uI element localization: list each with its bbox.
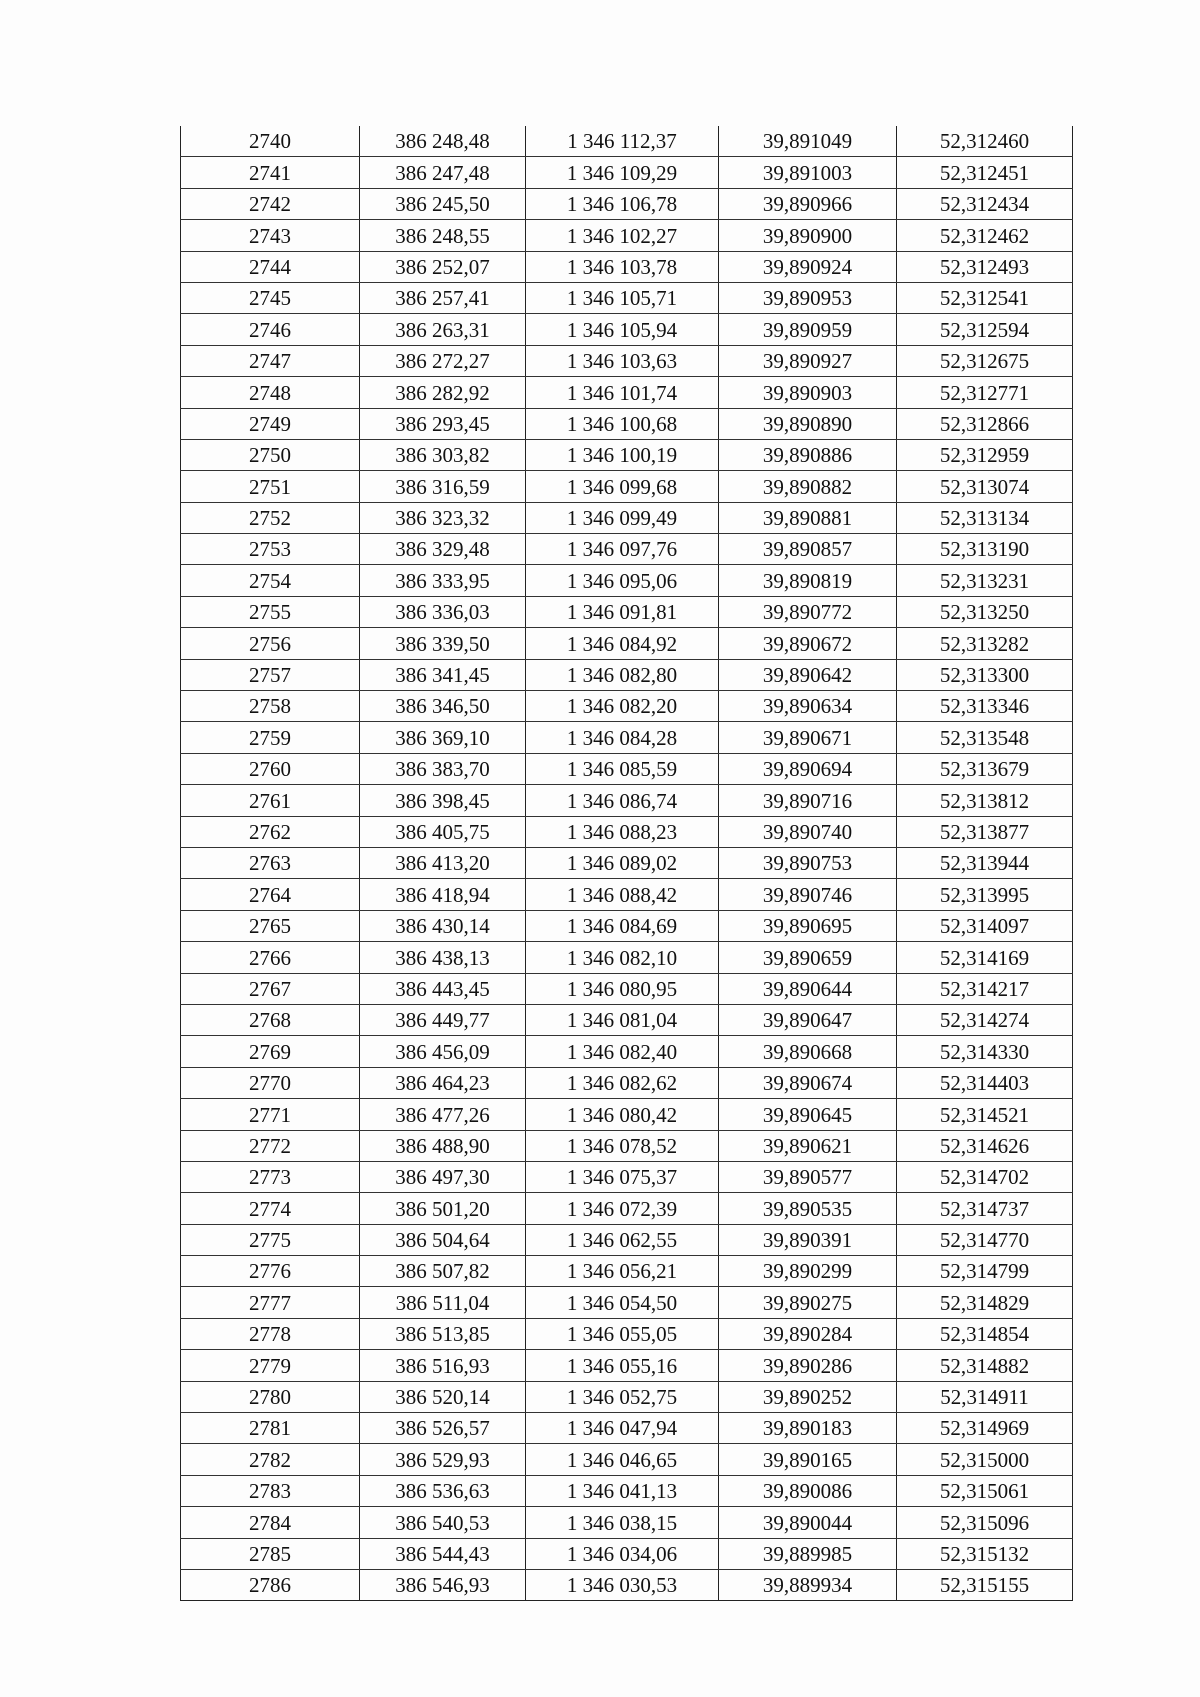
longitude-cell: 52,313250 — [897, 596, 1073, 627]
x-coordinate-cell: 386 501,20 — [360, 1193, 526, 1224]
latitude-cell: 39,890645 — [719, 1099, 897, 1130]
latitude-cell: 39,890284 — [719, 1318, 897, 1349]
table-row — [181, 785, 1073, 816]
latitude-cell: 39,890671 — [719, 722, 897, 753]
table-row — [181, 1067, 1073, 1098]
table-row — [181, 1099, 1073, 1130]
longitude-cell: 52,312462 — [897, 220, 1073, 251]
table-row — [181, 471, 1073, 502]
longitude-cell: 52,314097 — [897, 910, 1073, 941]
table-row — [181, 188, 1073, 219]
point-number-cell: 2754 — [181, 565, 360, 596]
y-coordinate-cell: 1 346 041,13 — [526, 1475, 719, 1506]
y-coordinate-cell: 1 346 084,28 — [526, 722, 719, 753]
table-row — [181, 565, 1073, 596]
point-number-cell: 2772 — [181, 1130, 360, 1161]
x-coordinate-cell: 386 303,82 — [360, 439, 526, 470]
point-number-cell: 2745 — [181, 282, 360, 313]
point-number-cell: 2782 — [181, 1444, 360, 1475]
latitude-cell: 39,890695 — [719, 910, 897, 941]
longitude-cell: 52,314882 — [897, 1350, 1073, 1381]
table-row — [181, 596, 1073, 627]
y-coordinate-cell: 1 346 052,75 — [526, 1381, 719, 1412]
x-coordinate-cell: 386 329,48 — [360, 534, 526, 565]
longitude-cell: 52,314217 — [897, 973, 1073, 1004]
point-number-cell: 2771 — [181, 1099, 360, 1130]
x-coordinate-cell: 386 546,93 — [360, 1569, 526, 1600]
longitude-cell: 52,314770 — [897, 1224, 1073, 1255]
x-coordinate-cell: 386 398,45 — [360, 785, 526, 816]
y-coordinate-cell: 1 346 030,53 — [526, 1569, 719, 1600]
longitude-cell: 52,312541 — [897, 282, 1073, 313]
x-coordinate-cell: 386 504,64 — [360, 1224, 526, 1255]
longitude-cell: 52,314854 — [897, 1318, 1073, 1349]
longitude-cell: 52,312959 — [897, 439, 1073, 470]
latitude-cell: 39,889985 — [719, 1538, 897, 1569]
y-coordinate-cell: 1 346 082,20 — [526, 691, 719, 722]
x-coordinate-cell: 386 507,82 — [360, 1256, 526, 1287]
x-coordinate-cell: 386 464,23 — [360, 1067, 526, 1098]
table-row — [181, 251, 1073, 282]
x-coordinate-cell: 386 520,14 — [360, 1381, 526, 1412]
table-row — [181, 408, 1073, 439]
longitude-cell: 52,313995 — [897, 879, 1073, 910]
point-number-cell: 2770 — [181, 1067, 360, 1098]
point-number-cell: 2776 — [181, 1256, 360, 1287]
y-coordinate-cell: 1 346 105,71 — [526, 282, 719, 313]
x-coordinate-cell: 386 430,14 — [360, 910, 526, 941]
point-number-cell: 2768 — [181, 1004, 360, 1035]
latitude-cell: 39,890391 — [719, 1224, 897, 1255]
y-coordinate-cell: 1 346 088,42 — [526, 879, 719, 910]
latitude-cell: 39,890959 — [719, 314, 897, 345]
y-coordinate-cell: 1 346 062,55 — [526, 1224, 719, 1255]
x-coordinate-cell: 386 293,45 — [360, 408, 526, 439]
point-number-cell: 2741 — [181, 157, 360, 188]
latitude-cell: 39,890966 — [719, 188, 897, 219]
y-coordinate-cell: 1 346 047,94 — [526, 1413, 719, 1444]
latitude-cell: 39,890772 — [719, 596, 897, 627]
table-row — [181, 910, 1073, 941]
table-row — [181, 973, 1073, 1004]
y-coordinate-cell: 1 346 075,37 — [526, 1161, 719, 1192]
x-coordinate-cell: 386 418,94 — [360, 879, 526, 910]
y-coordinate-cell: 1 346 097,76 — [526, 534, 719, 565]
y-coordinate-cell: 1 346 099,68 — [526, 471, 719, 502]
point-number-cell: 2746 — [181, 314, 360, 345]
x-coordinate-cell: 386 456,09 — [360, 1036, 526, 1067]
point-number-cell: 2757 — [181, 659, 360, 690]
latitude-cell: 39,890903 — [719, 377, 897, 408]
point-number-cell: 2761 — [181, 785, 360, 816]
latitude-cell: 39,891003 — [719, 157, 897, 188]
latitude-cell: 39,890275 — [719, 1287, 897, 1318]
longitude-cell: 52,314169 — [897, 942, 1073, 973]
y-coordinate-cell: 1 346 084,69 — [526, 910, 719, 941]
x-coordinate-cell: 386 497,30 — [360, 1161, 526, 1192]
point-number-cell: 2780 — [181, 1381, 360, 1412]
point-number-cell: 2762 — [181, 816, 360, 847]
longitude-cell: 52,312866 — [897, 408, 1073, 439]
table-row — [181, 157, 1073, 188]
longitude-cell: 52,313134 — [897, 502, 1073, 533]
y-coordinate-cell: 1 346 072,39 — [526, 1193, 719, 1224]
x-coordinate-cell: 386 346,50 — [360, 691, 526, 722]
y-coordinate-cell: 1 346 101,74 — [526, 377, 719, 408]
latitude-cell: 39,890252 — [719, 1381, 897, 1412]
y-coordinate-cell: 1 346 081,04 — [526, 1004, 719, 1035]
y-coordinate-cell: 1 346 105,94 — [526, 314, 719, 345]
point-number-cell: 2764 — [181, 879, 360, 910]
point-number-cell: 2783 — [181, 1475, 360, 1506]
table-row — [181, 1381, 1073, 1412]
table-row — [181, 1130, 1073, 1161]
latitude-cell: 39,890183 — [719, 1413, 897, 1444]
latitude-cell: 39,890674 — [719, 1067, 897, 1098]
point-number-cell: 2749 — [181, 408, 360, 439]
latitude-cell: 39,890621 — [719, 1130, 897, 1161]
point-number-cell: 2752 — [181, 502, 360, 533]
point-number-cell: 2753 — [181, 534, 360, 565]
longitude-cell: 52,314521 — [897, 1099, 1073, 1130]
latitude-cell: 39,890634 — [719, 691, 897, 722]
table-row — [181, 1161, 1073, 1192]
latitude-cell: 39,890900 — [719, 220, 897, 251]
latitude-cell: 39,890927 — [719, 345, 897, 376]
x-coordinate-cell: 386 529,93 — [360, 1444, 526, 1475]
longitude-cell: 52,315155 — [897, 1569, 1073, 1600]
y-coordinate-cell: 1 346 100,68 — [526, 408, 719, 439]
point-number-cell: 2775 — [181, 1224, 360, 1255]
latitude-cell: 39,890890 — [719, 408, 897, 439]
latitude-cell: 39,890819 — [719, 565, 897, 596]
y-coordinate-cell: 1 346 099,49 — [526, 502, 719, 533]
latitude-cell: 39,890647 — [719, 1004, 897, 1035]
latitude-cell: 39,890668 — [719, 1036, 897, 1067]
longitude-cell: 52,313074 — [897, 471, 1073, 502]
table-row — [181, 1004, 1073, 1035]
latitude-cell: 39,890924 — [719, 251, 897, 282]
table-row — [181, 816, 1073, 847]
table-row — [181, 1193, 1073, 1224]
y-coordinate-cell: 1 346 082,10 — [526, 942, 719, 973]
point-number-cell: 2777 — [181, 1287, 360, 1318]
y-coordinate-cell: 1 346 055,16 — [526, 1350, 719, 1381]
longitude-cell: 52,312493 — [897, 251, 1073, 282]
y-coordinate-cell: 1 346 103,63 — [526, 345, 719, 376]
point-number-cell: 2773 — [181, 1161, 360, 1192]
longitude-cell: 52,314626 — [897, 1130, 1073, 1161]
table-row — [181, 659, 1073, 690]
longitude-cell: 52,315096 — [897, 1507, 1073, 1538]
y-coordinate-cell: 1 346 078,52 — [526, 1130, 719, 1161]
point-number-cell: 2781 — [181, 1413, 360, 1444]
longitude-cell: 52,312771 — [897, 377, 1073, 408]
latitude-cell: 39,890881 — [719, 502, 897, 533]
x-coordinate-cell: 386 282,92 — [360, 377, 526, 408]
longitude-cell: 52,314274 — [897, 1004, 1073, 1035]
point-number-cell: 2786 — [181, 1569, 360, 1600]
latitude-cell: 39,890577 — [719, 1161, 897, 1192]
longitude-cell: 52,314737 — [897, 1193, 1073, 1224]
y-coordinate-cell: 1 346 102,27 — [526, 220, 719, 251]
longitude-cell: 52,313346 — [897, 691, 1073, 722]
longitude-cell: 52,313231 — [897, 565, 1073, 596]
y-coordinate-cell: 1 346 046,65 — [526, 1444, 719, 1475]
longitude-cell: 52,314829 — [897, 1287, 1073, 1318]
longitude-cell: 52,314911 — [897, 1381, 1073, 1412]
x-coordinate-cell: 386 336,03 — [360, 596, 526, 627]
point-number-cell: 2743 — [181, 220, 360, 251]
point-number-cell: 2740 — [181, 126, 360, 157]
table-row — [181, 628, 1073, 659]
point-number-cell: 2763 — [181, 847, 360, 878]
latitude-cell: 39,890672 — [719, 628, 897, 659]
y-coordinate-cell: 1 346 080,42 — [526, 1099, 719, 1130]
longitude-cell: 52,312451 — [897, 157, 1073, 188]
point-number-cell: 2785 — [181, 1538, 360, 1569]
coordinates-table — [180, 126, 1073, 1601]
point-number-cell: 2765 — [181, 910, 360, 941]
longitude-cell: 52,314969 — [897, 1413, 1073, 1444]
table-row — [181, 691, 1073, 722]
x-coordinate-cell: 386 245,50 — [360, 188, 526, 219]
latitude-cell: 39,890086 — [719, 1475, 897, 1506]
latitude-cell: 39,890740 — [719, 816, 897, 847]
latitude-cell: 39,890746 — [719, 879, 897, 910]
longitude-cell: 52,315061 — [897, 1475, 1073, 1506]
y-coordinate-cell: 1 346 038,15 — [526, 1507, 719, 1538]
point-number-cell: 2779 — [181, 1350, 360, 1381]
x-coordinate-cell: 386 511,04 — [360, 1287, 526, 1318]
table-row — [181, 1224, 1073, 1255]
table-row — [181, 314, 1073, 345]
point-number-cell: 2758 — [181, 691, 360, 722]
point-number-cell: 2784 — [181, 1507, 360, 1538]
table-row — [181, 377, 1073, 408]
longitude-cell: 52,313812 — [897, 785, 1073, 816]
x-coordinate-cell: 386 247,48 — [360, 157, 526, 188]
table-row — [181, 345, 1073, 376]
latitude-cell: 39,889934 — [719, 1569, 897, 1600]
y-coordinate-cell: 1 346 091,81 — [526, 596, 719, 627]
latitude-cell: 39,890659 — [719, 942, 897, 973]
point-number-cell: 2748 — [181, 377, 360, 408]
x-coordinate-cell: 386 513,85 — [360, 1318, 526, 1349]
y-coordinate-cell: 1 346 089,02 — [526, 847, 719, 878]
point-number-cell: 2756 — [181, 628, 360, 659]
longitude-cell: 52,313190 — [897, 534, 1073, 565]
longitude-cell: 52,315000 — [897, 1444, 1073, 1475]
table-row — [181, 282, 1073, 313]
table-row — [181, 942, 1073, 973]
x-coordinate-cell: 386 526,57 — [360, 1413, 526, 1444]
latitude-cell: 39,890694 — [719, 753, 897, 784]
x-coordinate-cell: 386 369,10 — [360, 722, 526, 753]
x-coordinate-cell: 386 544,43 — [360, 1538, 526, 1569]
point-number-cell: 2760 — [181, 753, 360, 784]
y-coordinate-cell: 1 346 084,92 — [526, 628, 719, 659]
latitude-cell: 39,891049 — [719, 126, 897, 157]
table-row — [181, 1569, 1073, 1600]
x-coordinate-cell: 386 248,55 — [360, 220, 526, 251]
y-coordinate-cell: 1 346 095,06 — [526, 565, 719, 596]
latitude-cell: 39,890644 — [719, 973, 897, 1004]
longitude-cell: 52,313877 — [897, 816, 1073, 847]
x-coordinate-cell: 386 405,75 — [360, 816, 526, 847]
longitude-cell: 52,312594 — [897, 314, 1073, 345]
longitude-cell: 52,313548 — [897, 722, 1073, 753]
longitude-cell: 52,314702 — [897, 1161, 1073, 1192]
x-coordinate-cell: 386 443,45 — [360, 973, 526, 1004]
point-number-cell: 2766 — [181, 942, 360, 973]
x-coordinate-cell: 386 316,59 — [360, 471, 526, 502]
y-coordinate-cell: 1 346 082,62 — [526, 1067, 719, 1098]
table-row — [181, 1444, 1073, 1475]
y-coordinate-cell: 1 346 034,06 — [526, 1538, 719, 1569]
table-row — [181, 1475, 1073, 1506]
latitude-cell: 39,890535 — [719, 1193, 897, 1224]
point-number-cell: 2744 — [181, 251, 360, 282]
point-number-cell: 2769 — [181, 1036, 360, 1067]
point-number-cell: 2767 — [181, 973, 360, 1004]
table-row — [181, 1413, 1073, 1444]
x-coordinate-cell: 386 449,77 — [360, 1004, 526, 1035]
table-row — [181, 1318, 1073, 1349]
point-number-cell: 2755 — [181, 596, 360, 627]
point-number-cell: 2759 — [181, 722, 360, 753]
table-row — [181, 1350, 1073, 1381]
table-row — [181, 753, 1073, 784]
longitude-cell: 52,312434 — [897, 188, 1073, 219]
y-coordinate-cell: 1 346 088,23 — [526, 816, 719, 847]
table-row — [181, 847, 1073, 878]
x-coordinate-cell: 386 257,41 — [360, 282, 526, 313]
latitude-cell: 39,890857 — [719, 534, 897, 565]
y-coordinate-cell: 1 346 056,21 — [526, 1256, 719, 1287]
y-coordinate-cell: 1 346 082,40 — [526, 1036, 719, 1067]
point-number-cell: 2751 — [181, 471, 360, 502]
longitude-cell: 52,314799 — [897, 1256, 1073, 1287]
table-row — [181, 534, 1073, 565]
longitude-cell: 52,313679 — [897, 753, 1073, 784]
latitude-cell: 39,890753 — [719, 847, 897, 878]
latitude-cell: 39,890044 — [719, 1507, 897, 1538]
table-row — [181, 502, 1073, 533]
table-row — [181, 1036, 1073, 1067]
y-coordinate-cell: 1 346 103,78 — [526, 251, 719, 282]
x-coordinate-cell: 386 272,27 — [360, 345, 526, 376]
x-coordinate-cell: 386 477,26 — [360, 1099, 526, 1130]
table-row — [181, 220, 1073, 251]
latitude-cell: 39,890716 — [719, 785, 897, 816]
table-row — [181, 722, 1073, 753]
latitude-cell: 39,890953 — [719, 282, 897, 313]
y-coordinate-cell: 1 346 112,37 — [526, 126, 719, 157]
table-row — [181, 1256, 1073, 1287]
latitude-cell: 39,890286 — [719, 1350, 897, 1381]
y-coordinate-cell: 1 346 100,19 — [526, 439, 719, 470]
x-coordinate-cell: 386 488,90 — [360, 1130, 526, 1161]
x-coordinate-cell: 386 540,53 — [360, 1507, 526, 1538]
table-row — [181, 1538, 1073, 1569]
y-coordinate-cell: 1 346 082,80 — [526, 659, 719, 690]
y-coordinate-cell: 1 346 109,29 — [526, 157, 719, 188]
y-coordinate-cell: 1 346 086,74 — [526, 785, 719, 816]
table-row — [181, 1507, 1073, 1538]
table-row — [181, 1287, 1073, 1318]
x-coordinate-cell: 386 413,20 — [360, 847, 526, 878]
x-coordinate-cell: 386 252,07 — [360, 251, 526, 282]
longitude-cell: 52,312460 — [897, 126, 1073, 157]
point-number-cell: 2742 — [181, 188, 360, 219]
x-coordinate-cell: 386 323,32 — [360, 502, 526, 533]
latitude-cell: 39,890882 — [719, 471, 897, 502]
x-coordinate-cell: 386 383,70 — [360, 753, 526, 784]
x-coordinate-cell: 386 339,50 — [360, 628, 526, 659]
longitude-cell: 52,314330 — [897, 1036, 1073, 1067]
point-number-cell: 2750 — [181, 439, 360, 470]
x-coordinate-cell: 386 438,13 — [360, 942, 526, 973]
y-coordinate-cell: 1 346 106,78 — [526, 188, 719, 219]
y-coordinate-cell: 1 346 080,95 — [526, 973, 719, 1004]
x-coordinate-cell: 386 341,45 — [360, 659, 526, 690]
longitude-cell: 52,313300 — [897, 659, 1073, 690]
latitude-cell: 39,890165 — [719, 1444, 897, 1475]
table-row — [181, 439, 1073, 470]
point-number-cell: 2774 — [181, 1193, 360, 1224]
longitude-cell: 52,315132 — [897, 1538, 1073, 1569]
coordinates-table-body — [181, 126, 1073, 1601]
y-coordinate-cell: 1 346 085,59 — [526, 753, 719, 784]
longitude-cell: 52,313944 — [897, 847, 1073, 878]
x-coordinate-cell: 386 248,48 — [360, 126, 526, 157]
point-number-cell: 2747 — [181, 345, 360, 376]
y-coordinate-cell: 1 346 055,05 — [526, 1318, 719, 1349]
x-coordinate-cell: 386 516,93 — [360, 1350, 526, 1381]
point-number-cell: 2778 — [181, 1318, 360, 1349]
longitude-cell: 52,314403 — [897, 1067, 1073, 1098]
x-coordinate-cell: 386 263,31 — [360, 314, 526, 345]
longitude-cell: 52,312675 — [897, 345, 1073, 376]
x-coordinate-cell: 386 333,95 — [360, 565, 526, 596]
table-row — [181, 879, 1073, 910]
x-coordinate-cell: 386 536,63 — [360, 1475, 526, 1506]
latitude-cell: 39,890299 — [719, 1256, 897, 1287]
latitude-cell: 39,890886 — [719, 439, 897, 470]
latitude-cell: 39,890642 — [719, 659, 897, 690]
y-coordinate-cell: 1 346 054,50 — [526, 1287, 719, 1318]
longitude-cell: 52,313282 — [897, 628, 1073, 659]
table-row — [181, 126, 1073, 157]
